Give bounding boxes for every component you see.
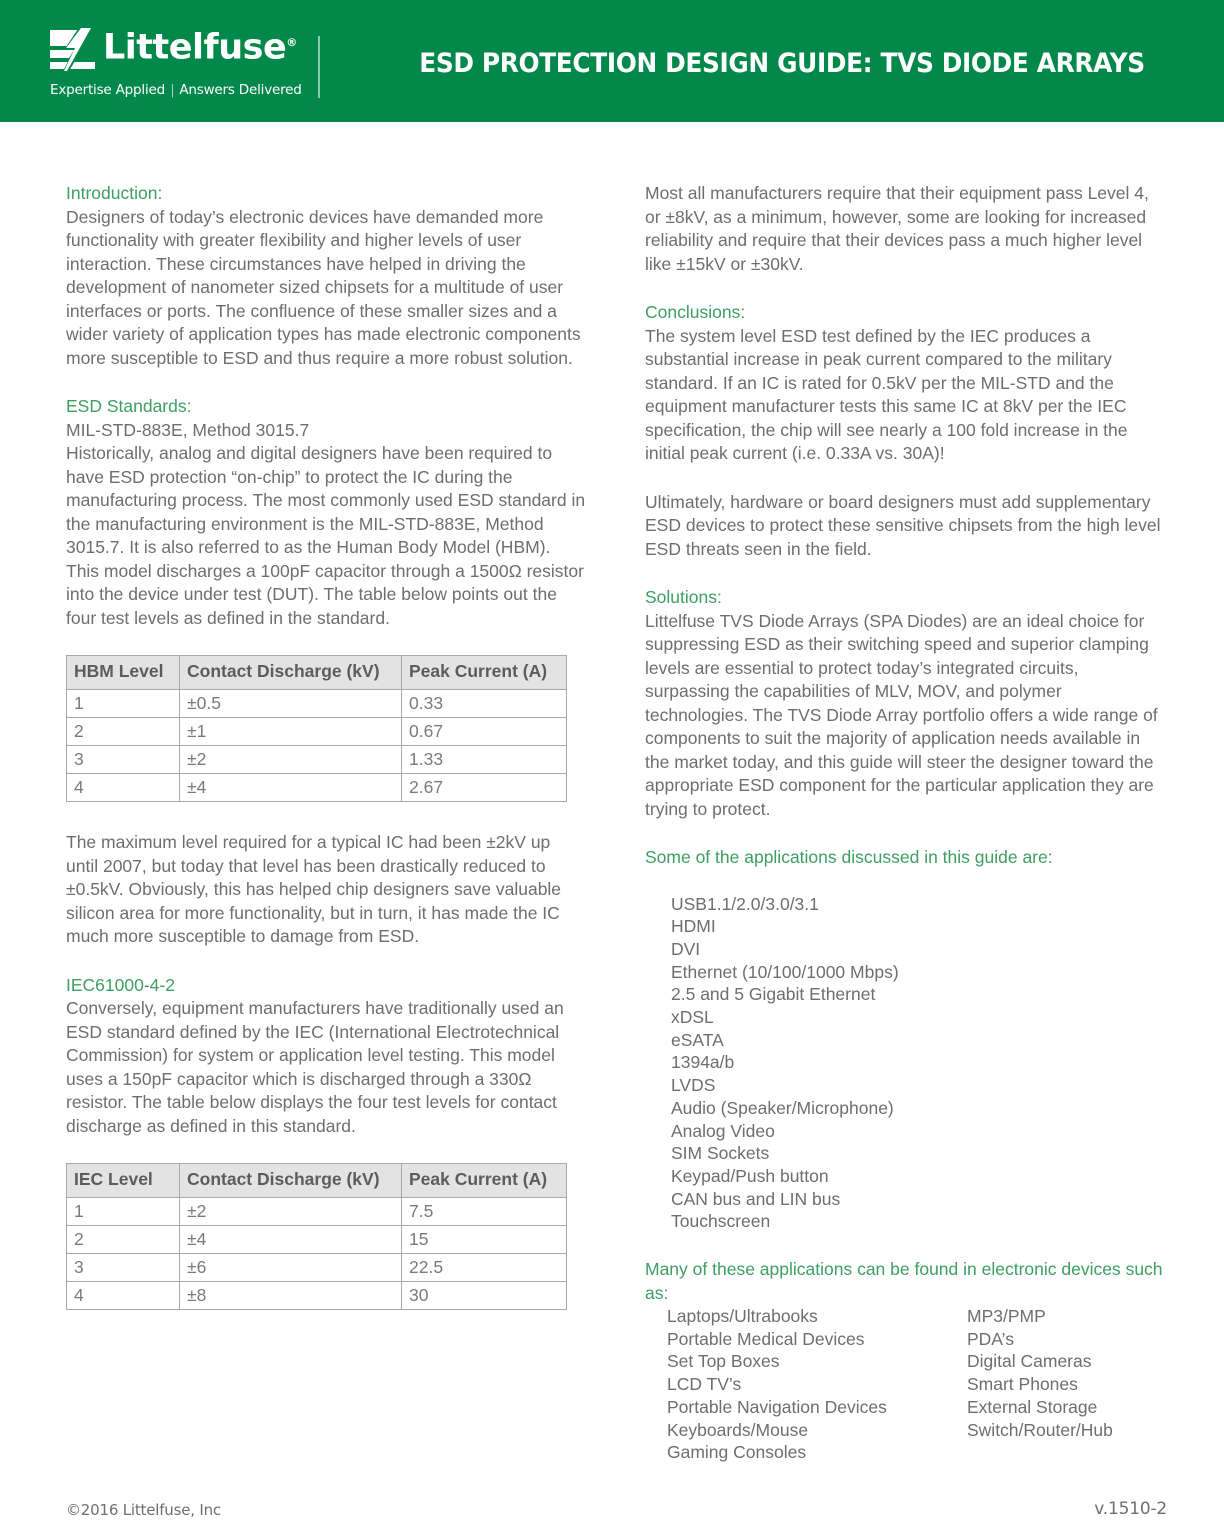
introduction-paragraph: Designers of today’s electronic devices have demanded more functionality with greater flexibility and higher levels of user interaction. These circumstances have helped in driving the development of nanometer sized chipsets for a multitude of user interfaces or ports. The confluence of these smaller sizes and a wider variety of application types has made electronic components more susceptible to ESD and thus require a more robust solution.: [66, 206, 581, 368]
cell-peak-current: 30: [402, 1282, 567, 1310]
device-name-right: Smart Phones: [967, 1374, 1078, 1395]
spacer: [645, 561, 1165, 586]
device-name-left: Portable Medical Devices: [667, 1328, 865, 1349]
cell-peak-current: 0.67: [402, 718, 567, 746]
spacer: [645, 276, 1165, 301]
spacer: [66, 630, 586, 655]
device-name-left: Gaming Consoles: [667, 1442, 807, 1463]
iec-table: [66, 1163, 567, 1310]
device-name-right: [967, 1441, 1165, 1464]
page-footer: [0, 1479, 1224, 1535]
left-column: [66, 182, 586, 1310]
brand-tagline: [50, 82, 302, 98]
iec-paragraph: Conversely, equipment manufacturers have traditionally used an ESD standard defined by the IEC (International Electrotechnical Commission) for system or application level testing. This model uses a 150pF capacitor which is discharged through a 330Ω resistor. The table below displays the four test levels for contact discharge as defined in this standard.: [66, 998, 564, 1136]
cell-level: 2: [67, 718, 180, 746]
list-item: [667, 1350, 1165, 1373]
list-item: HDMI: [671, 916, 716, 937]
list-item: 1394a/b: [671, 1052, 735, 1073]
device-name-right: Switch/Router/Hub: [967, 1419, 1113, 1440]
device-name-right: MP3/PMP: [967, 1306, 1046, 1327]
esd-standards-subtitle: MIL-STD-883E, Method 3015.7: [66, 419, 310, 440]
device-name-left: Set Top Boxes: [667, 1351, 780, 1372]
iec-heading: IEC61000-4-2: [66, 974, 175, 995]
manufacturers-paragraph: Most all manufacturers require that their equipment pass Level 4, or ±8kV, as a minimum, however, some are looking for increased reliability and require that their devices pass a much higher level like ±15kV or ±30kV.: [645, 183, 1149, 274]
cell-contact-discharge: ±6: [180, 1254, 402, 1282]
spacer: [66, 1138, 586, 1163]
hbm-col-contact-discharge: Contact Discharge (kV): [180, 656, 402, 690]
tagline-separator: |: [169, 82, 175, 98]
list-item: [667, 1419, 1165, 1442]
hbm-table: [66, 655, 567, 802]
conclusions-paragraph-1: The system level ESD test defined by the IEC produces a substantial increase in peak current compared to the military standard. If an IC is rated for 0.5kV per the MIL-STD and the equipment manufacturer tests this same IC at 8kV per the IEC specification, the chip will see nearly a 100 fold increase in the initial peak current (i.e. 0.33A vs. 30A)!: [645, 325, 1128, 463]
brand-name-text: Littelfuse: [103, 27, 287, 68]
list-item: eSATA: [671, 1029, 724, 1050]
page-body: [0, 122, 1224, 1535]
cell-peak-current: 22.5: [402, 1254, 567, 1282]
cell-level: 2: [67, 1226, 180, 1254]
applications-heading: Some of the applications discussed in this guide are:: [645, 847, 1053, 867]
cell-peak-current: 15: [402, 1226, 567, 1254]
copyright-text: ©2016 Littelfuse, Inc: [66, 1501, 221, 1519]
cell-contact-discharge: ±2: [180, 746, 402, 774]
cell-contact-discharge: ±2: [180, 1198, 402, 1226]
cell-contact-discharge: ±1: [180, 718, 402, 746]
conclusions-heading: Conclusions:: [645, 302, 746, 322]
tagline-left-text: Expertise Applied: [50, 82, 165, 98]
spacer: [645, 821, 1165, 846]
applications-list: [645, 893, 1165, 1234]
version-text: v.1510-2: [1094, 1499, 1167, 1519]
list-item: Keypad/Push button: [671, 1165, 829, 1186]
list-item: Ethernet (10/100/1000 Mbps): [671, 961, 899, 982]
cell-level: 1: [67, 690, 180, 718]
device-name-left: LCD TV’s: [667, 1374, 742, 1395]
cell-peak-current: 0.33: [402, 690, 567, 718]
spacer: [645, 1233, 1165, 1258]
list-item: 2.5 and 5 Gigabit Ethernet: [671, 984, 876, 1005]
table-row: [67, 690, 567, 718]
registered-trademark-icon: ®: [286, 36, 297, 49]
spacer: [66, 802, 586, 831]
iec-col-level: IEC Level: [67, 1164, 180, 1198]
cell-level: 3: [67, 746, 180, 774]
device-name-right: External Storage: [967, 1396, 1098, 1417]
max-level-paragraph: The maximum level required for a typical IC had been ±2kV up until 2007, but today that level has been drastically reduced to ±0.5kV. Obviously, this has helped chip designers save valuable silicon area for more functionality, but in turn, it has made the IC much more susceptible to damage from ESD.: [66, 832, 562, 946]
list-item: CAN bus and LIN bus: [671, 1188, 841, 1209]
spacer: [645, 466, 1165, 491]
list-item: [667, 1441, 1165, 1464]
list-item: [667, 1305, 1165, 1328]
table-row: [67, 1254, 567, 1282]
devices-list: [645, 1305, 1165, 1464]
cell-peak-current: 2.67: [402, 774, 567, 802]
iec-col-peak-current: Peak Current (A): [402, 1164, 567, 1198]
littelfuse-logo: [50, 24, 302, 98]
cell-level: 3: [67, 1254, 180, 1282]
cell-level: 1: [67, 1198, 180, 1226]
table-row: [67, 1282, 567, 1310]
cell-level: 4: [67, 774, 180, 802]
table-row: [67, 718, 567, 746]
introduction-heading: Introduction:: [66, 183, 163, 203]
header-vertical-divider: [318, 36, 320, 98]
device-name-left: Laptops/Ultrabooks: [667, 1306, 818, 1327]
list-item: Audio (Speaker/Microphone): [671, 1097, 894, 1118]
conclusions-paragraph-2: Ultimately, hardware or board designers must add supplementary ESD devices to protect these sensitive chipsets from the high level ESD threats seen in the field.: [645, 491, 1161, 559]
device-name-left: Portable Navigation Devices: [667, 1396, 887, 1417]
cell-contact-discharge: ±4: [180, 774, 402, 802]
cell-level: 4: [67, 1282, 180, 1310]
cell-peak-current: 1.33: [402, 746, 567, 774]
page-title: ESD PROTECTION DESIGN GUIDE: TVS DIODE ARRAYS: [419, 48, 1145, 79]
table-header-row: [67, 656, 567, 690]
device-name-left: Keyboards/Mouse: [667, 1419, 809, 1440]
esd-standards-paragraph: Historically, analog and digital designers have been required to have ESD protection “on-chip” to protect the IC during the manufacturing process. The most commonly used ESD standard in the manufacturing environment is the MIL-STD-883E, Method 3015.7. It is also referred to as the Human Body Model (HBM). This model discharges a 100pF capacitor through a 1500Ω resistor into the device under test (DUT). The table below points out the four test levels as defined in the standard.: [66, 443, 586, 628]
list-item: Touchscreen: [671, 1211, 771, 1232]
list-item: Analog Video: [671, 1120, 775, 1141]
tagline-right-text: Answers Delivered: [179, 82, 302, 98]
page-header: [0, 0, 1224, 122]
device-name-right: PDA’s: [967, 1328, 1015, 1349]
devices-heading: Many of these applications can be found in electronic devices such as:: [645, 1259, 1163, 1303]
spacer: [645, 870, 1165, 893]
cell-contact-discharge: ±8: [180, 1282, 402, 1310]
hbm-col-peak-current: Peak Current (A): [402, 656, 567, 690]
iec-col-contact-discharge: Contact Discharge (kV): [180, 1164, 402, 1198]
cell-contact-discharge: ±4: [180, 1226, 402, 1254]
table-row: [67, 1226, 567, 1254]
cell-contact-discharge: ±0.5: [180, 690, 402, 718]
spacer: [66, 370, 586, 395]
esd-standards-heading: ESD Standards:: [66, 396, 192, 416]
table-header-row: [67, 1164, 567, 1198]
hbm-col-level: HBM Level: [67, 656, 180, 690]
brand-wordmark: [103, 24, 297, 67]
table-row: [67, 774, 567, 802]
cell-peak-current: 7.5: [402, 1198, 567, 1226]
spacer: [66, 949, 586, 974]
table-row: [67, 1198, 567, 1226]
list-item: xDSL: [671, 1007, 714, 1028]
solutions-heading: Solutions:: [645, 587, 722, 607]
list-item: [667, 1396, 1165, 1419]
table-row: [67, 746, 567, 774]
solutions-paragraph: Littelfuse TVS Diode Arrays (SPA Diodes) are an ideal choice for suppressing ESD as their switching speed and superior clamping levels are essential to protect today’s integrated circuits, surpassing the capabilities of MLV, MOV, and polymer technologies. The TVS Diode Array portfolio offers a wide range of components to suit the majority of application needs available in the market today, and this guide will steer the designer toward the appropriate ESD component for the particular application they are trying to protect.: [645, 610, 1158, 819]
list-item: USB1.1/2.0/3.0/3.1: [671, 893, 819, 914]
list-item: [667, 1373, 1165, 1396]
list-item: [667, 1328, 1165, 1351]
list-item: DVI: [671, 938, 701, 959]
list-item: SIM Sockets: [671, 1143, 770, 1164]
list-item: LVDS: [671, 1075, 716, 1096]
littelfuse-logo-icon: [50, 26, 95, 73]
right-column: [645, 182, 1165, 1464]
device-name-right: Digital Cameras: [967, 1351, 1092, 1372]
